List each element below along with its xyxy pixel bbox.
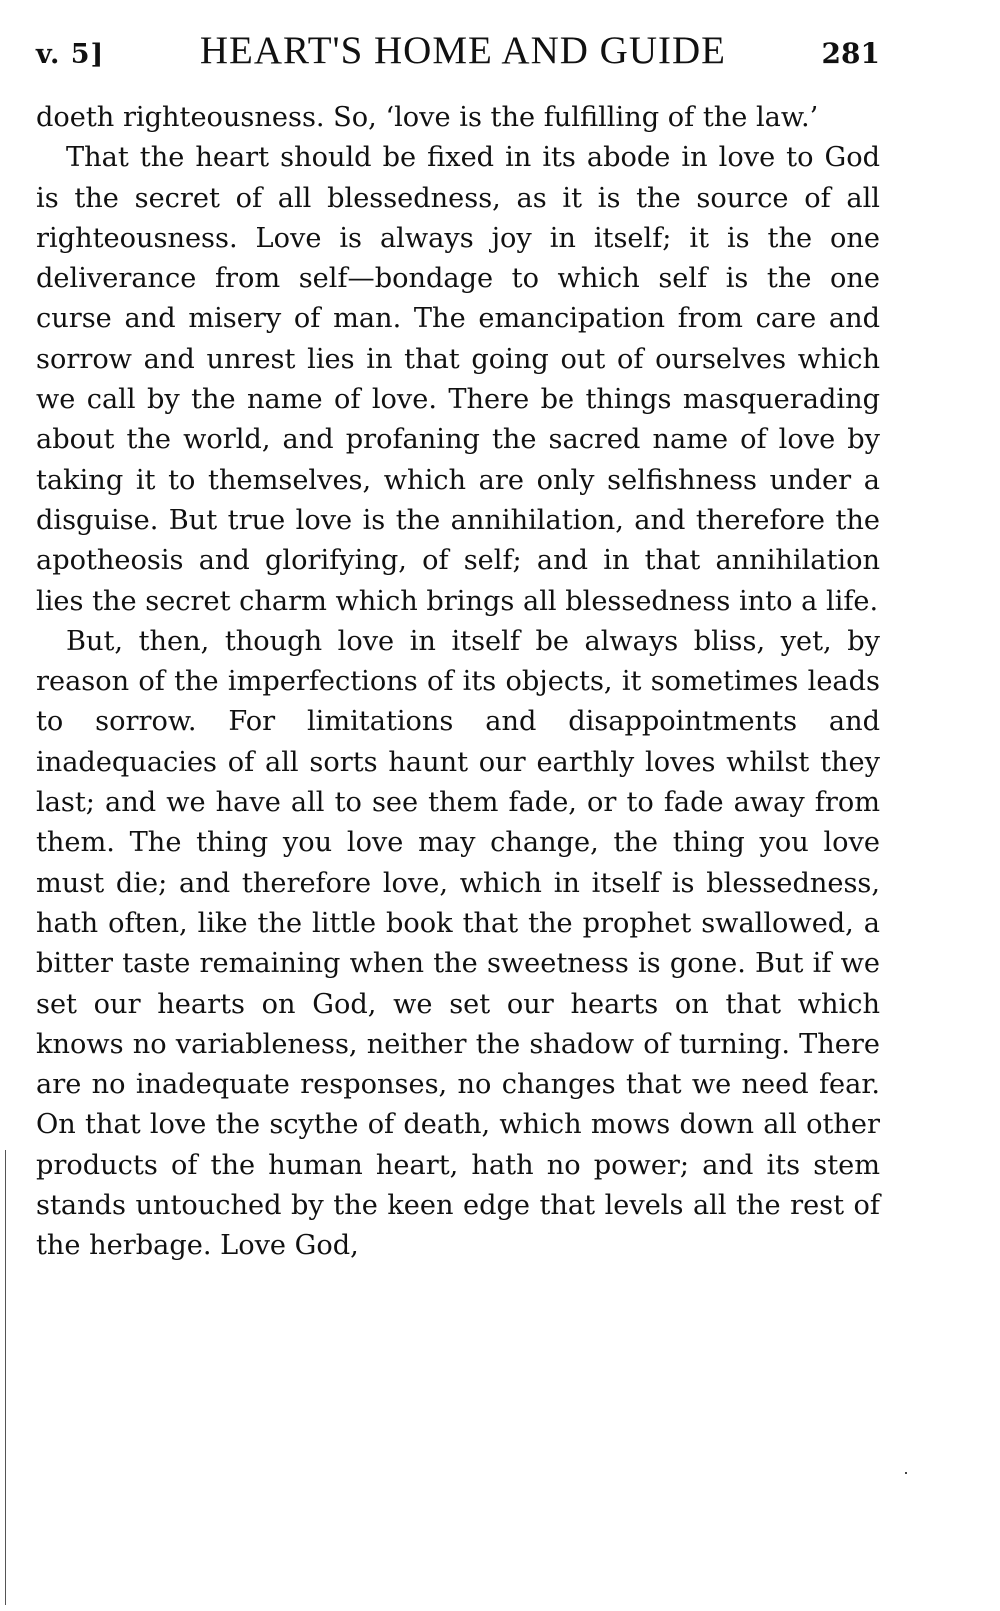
body-text: [36, 98, 880, 1267]
running-header: [36, 28, 880, 98]
paragraph: That the heart should be fixed in its abode in love to God is the secret of all blessedness, as it is the source of all righteousness. Love is always joy in itself; it is the one deliverance from self—bondage to which self is the one curse and misery of man. The emancipation from care and sorrow and unrest lies in that going out of ourselves which we call by the name of love. There be things masquerading about the world, and profaning the sacred name of love by taking it to themselves, which are only selfishness under a disguise. But true love is the annihilation, and therefore the apotheosis and glorifying, of self; and in that annihilation lies the secret charm which brings all blessedness into a life.: [36, 142, 880, 617]
running-title: HEART'S HOME AND GUIDE: [199, 29, 726, 72]
scan-margin-line: [5, 1150, 6, 1605]
paragraph-continued: doeth righteousness. So, ‘love is the fulfilling of the law.’: [36, 102, 819, 133]
scan-speck: [905, 1472, 907, 1474]
chapter-reference: v. 5]: [36, 39, 105, 70]
paragraph: But, then, though love in itself be always bliss, yet, by reason of the imperfections of its objects, it sometimes leads to sorrow. For limitations and disappointments and inadequacies of all sorts haunt our earthly loves whilst they last; and we have all to see them fade, or to fade away from them. The thing you love may change, the thing you love must die; and therefore love, which in itself is blessedness, hath often, like the little book that the prophet swallowed, a bitter taste remaining when the sweetness is gone. But if we set our hearts on God, we set our hearts on that which knows no variableness, neither the shadow of turning. There are no inadequate responses, no changes that we need fear. On that love the scythe of death, which mows down all other products of the human heart, hath no power; and its stem stands untouched by the keen edge that levels all the rest of the herbage. Love God,: [36, 625, 880, 1262]
book-page: [36, 28, 880, 1267]
page-number: 281: [821, 37, 880, 70]
